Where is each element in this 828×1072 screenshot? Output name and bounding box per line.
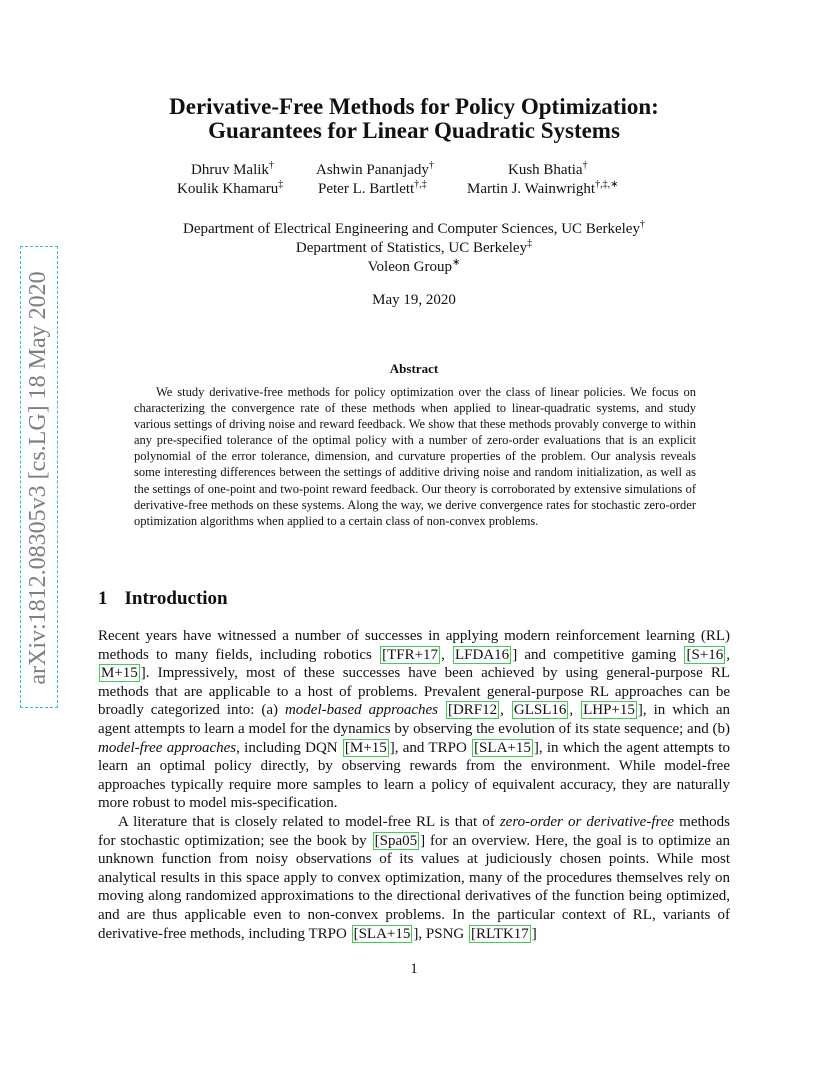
- author: Dhruv Malik†: [191, 160, 274, 178]
- citation-link[interactable]: [S+16: [686, 646, 724, 663]
- citation-link[interactable]: [DRF12: [447, 702, 498, 719]
- citation-link[interactable]: [SLA+15: [353, 925, 411, 942]
- title-line-2: Guarantees for Linear Quadratic Systems: [208, 118, 620, 143]
- abstract-text: We study derivative-free methods for policy optimization over the class of linear policies. We focus on characterizing the convergence rate of these methods when applied to linear-quadratic systems, and study various settings of driving noise and reward feedback. We show that these methods provably converge to within any pre-specified tolerance of the optimal policy with a number of zero-order evaluations that is an explicit polynomial of the error tolerance, dimension, and curvature properties of the problem. Our analysis reveals some interesting differences between the settings of additive driving noise and random initialization, as well as the settings of one-point and two-point reward feedback. Our theory is corroborated by extensive simulations of derivative-free methods on these systems. Along the way, we derive convergence rates for stochastic zero-order optimization algorithms when applied to a certain class of non-convex problems.: [134, 385, 696, 528]
- arxiv-stamp-box: [20, 246, 58, 708]
- title-line-1: Derivative-Free Methods for Policy Optimization:: [169, 94, 659, 119]
- citation-link[interactable]: LHP+15: [583, 702, 635, 719]
- author: Ashwin Pananjady†: [316, 160, 434, 178]
- citation-link[interactable]: GLSL16: [513, 702, 567, 719]
- abstract-heading: Abstract: [389, 361, 439, 376]
- paper-title: [0, 95, 828, 143]
- citation-link[interactable]: [TFR+17: [382, 646, 439, 663]
- arxiv-stamp: arXiv:1812.08305v3 [cs.LG] 18 May 2020: [25, 271, 51, 685]
- paragraph-2: A literature that is closely related to model-free RL is that of zero-order or derivative-free methods for stochastic optimization; see the book by [Spa05 ] for an overview. Here, the goal is to optimize an unknown function from noisy observations of its values at judiciously chosen points. While most analytical results in this space apply to convex optimization, many of the procedures themselves rely on moving along randomized approximations to the directional derivatives of the function being optimized, and are thus applicable even to non-convex problems. In the particular context of RL, variants of derivative-free methods, including TRPO [SLA+15 ], PSNG [RLTK17 ]: [98, 814, 731, 942]
- citation-link[interactable]: [RLTK17: [471, 925, 529, 942]
- author: Koulik Khamaru‡: [177, 179, 284, 197]
- citation-link[interactable]: [SLA+15: [474, 739, 531, 756]
- section-title: Introduction: [124, 588, 228, 609]
- section-heading: [98, 588, 730, 610]
- section-number: 1: [98, 588, 108, 609]
- citation-link[interactable]: LFDA16: [455, 646, 510, 663]
- author: Martin J. Wainwright†,‡,∗: [467, 179, 619, 197]
- affiliation: Department of Electrical Engineering and Computer Sciences, UC Berkeley†: [183, 219, 645, 237]
- page-number: 1: [410, 961, 418, 977]
- citation-link[interactable]: [M+15: [344, 739, 387, 756]
- author: Peter L. Bartlett†,‡: [318, 179, 427, 197]
- paragraph-1: Recent years have witnessed a number of successes in applying modern reinforcement learning (RL) methods to many fields, including robotics [TFR+17 , LFDA16 ] and competitive gaming [S+16 , M+15 ]. Impressively, most of these successes have been achieved by using general-purpose RL methods that are applicable to a host of problems. Prevalent general-purpose RL approaches can be broadly categorized into: (a) model-based approaches [DRF12 , GLSL16 , LHP+15 ], in which an agent attempts to learn a model for the dynamics by observing the evolution of its state sequence; and (b) model-free approaches, including DQN [M+15 ], and TRPO [SLA+15 ], in which the agent attempts to learn an optimal policy directly, by observing rewards from the environment. While model-free approaches typically require more samples to learn a policy of equivalent accuracy, they are naturally more robust to model mis-specification.: [98, 628, 731, 812]
- affiliation: Department of Statistics, UC Berkeley‡: [295, 238, 533, 256]
- citation-link[interactable]: M+15: [101, 665, 138, 682]
- date: May 19, 2020: [372, 292, 456, 308]
- citation-link[interactable]: [Spa05: [374, 832, 418, 849]
- affiliation: Voleon Group∗: [367, 257, 461, 275]
- author: Kush Bhatia†: [508, 160, 588, 178]
